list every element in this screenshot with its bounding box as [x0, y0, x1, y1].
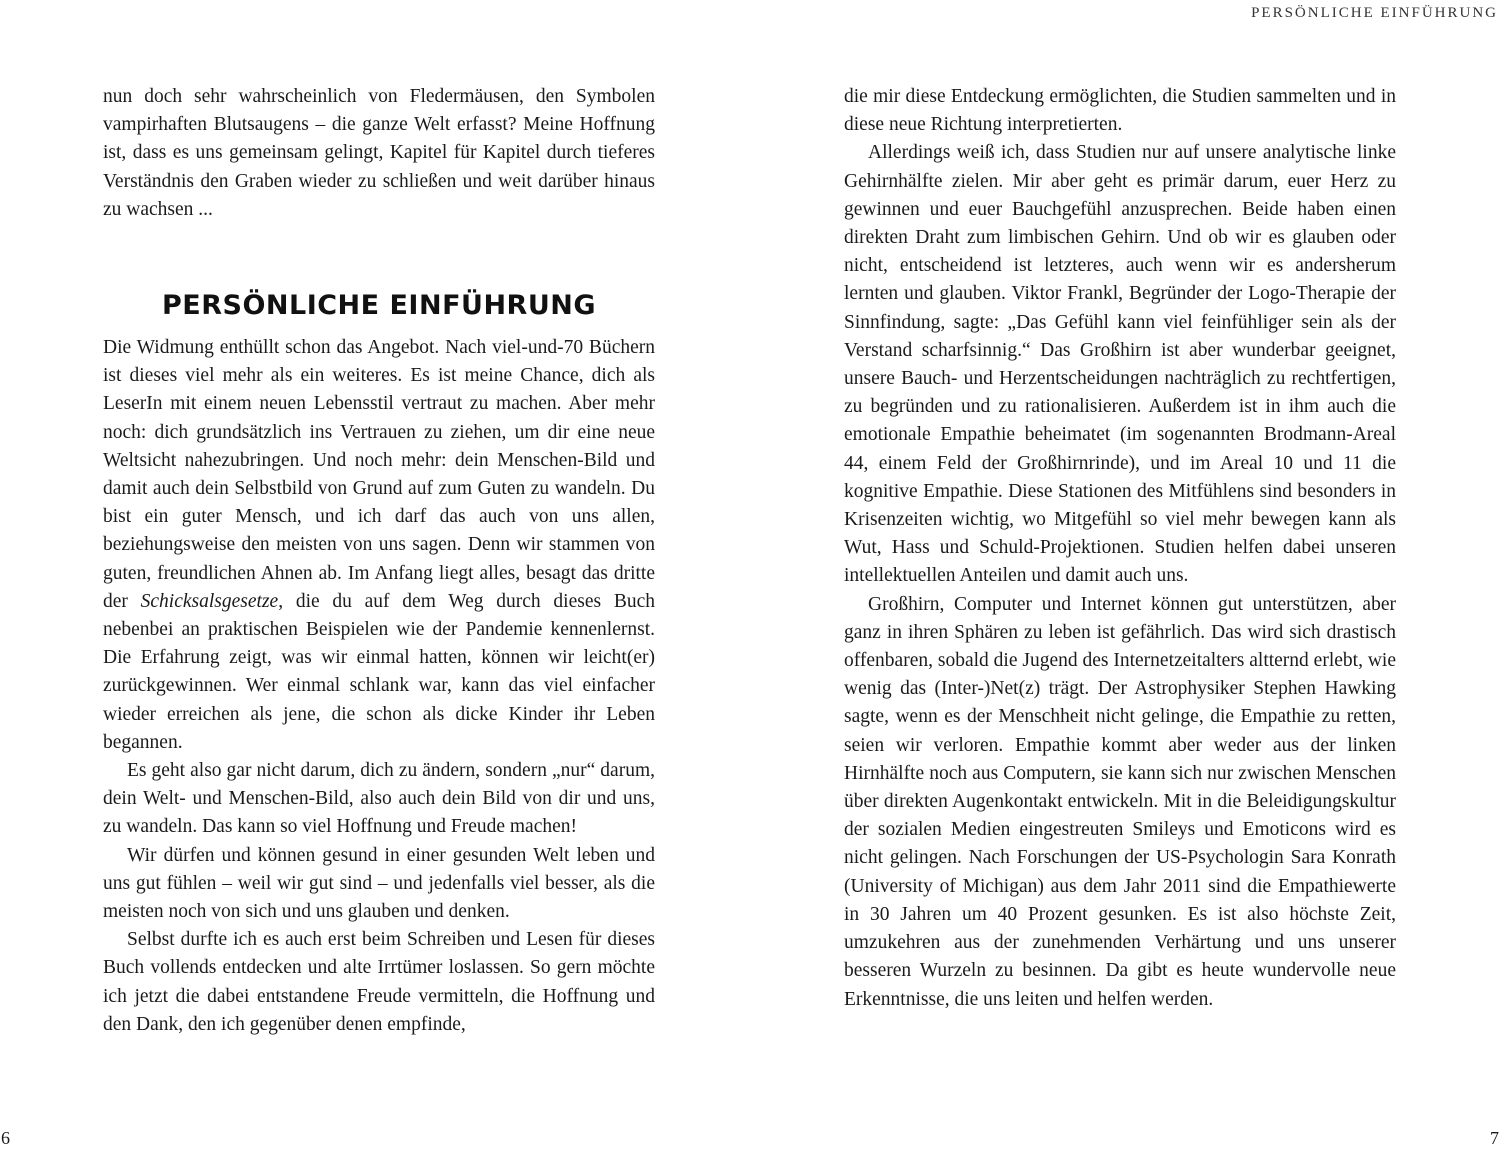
- intro-paragraph: nun doch sehr wahrscheinlich von Fledermäusen, den Symbolen vampirhaften Blutsaugens – die ganze Welt erfasst? Meine Hoffnung ist, dass es uns gemeinsam gelingt, Kapitel für Kapitel durch tieferes Verständnis den Graben wieder zu schließen und weit darüber hinaus zu wachsen ...: [103, 86, 655, 220]
- body-paragraph-1: [103, 334, 655, 757]
- body-paragraph-5: Allerdings weiß ich, dass Studien nur auf unsere analytische linke Gehirnhälfte zielen. Mir aber geht es primär darum, euer Herz zu gewinnen und euer Bauchgefühl anzusprechen. Beide haben einen direkten Draht zum limbischen Gehirn. Und ob wir es glauben oder nicht, entscheidend ist letzteres, auch wenn wir es andersherum lernten und glauben. Viktor Frankl, Begründer der Logo-Therapie der Sinnfindung, sagte: „Das Gefühl kann viel feinfühliger sein als der Verstand scharfsinnig.“ Das Großhirn ist aber wunderbar geeignet, unsere Bauch- und Herzentscheidungen nachträglich zu rechtfertigen, zu begründen und zu rationalisieren. Außerdem ist in ihm auch die emotionale Empathie beheimatet (im sogenannten Brodmann-Areal 44, einem Feld der Großhirnrinde), und im Areal 10 und 11 die kognitive Empathie. Diese Stationen des Mitfühlens sind besonders in Krisenzeiten wichtig, wo Mitgefühl so viel mehr bewegen kann als Wut, Hass und Schuld-Projektionen. Studien helfen dabei unseren intellektuellen Anteilen und damit auch uns.: [844, 142, 1396, 587]
- section-heading: PERSÖNLICHE EINFÜHRUNG: [161, 290, 597, 322]
- paragraph-text: , die du auf dem Weg durch dieses Buch nebenbei an praktischen Beispielen wie der Pandemie kennenlernst. Die Erfahrung zeigt, was wir einmal hatten, können wir leicht(er) zurückgewinnen. Wer einmal schlank war, kann das viel einfacher wieder erreichen als jene, die schon als dicke Kinder ihr Leben begannen.: [103, 590, 655, 753]
- right-page-column: [844, 83, 1396, 1014]
- left-page-column: [103, 83, 655, 1039]
- body-paragraph-4: Selbst durfte ich es auch erst beim Schreiben und Lesen für dieses Buch vollends entdecken und alte Irrtümer loslassen. So gern möchte ich jetzt die dabei entstandene Freude vermitteln, die Hoffnung und den Dank, den ich gegenüber denen empfinde,: [103, 929, 655, 1035]
- continued-paragraph: die mir diese Entdeckung ermöglichten, die Studien sammelten und in diese neue Richtung interpretierten.: [844, 86, 1396, 136]
- page-number-left: 6: [1, 1128, 10, 1148]
- body-paragraph-6: Großhirn, Computer und Internet können gut unterstützen, aber ganz in ihren Sphären zu leben ist gefährlich. Das wird sich drastisch offenbaren, sobald die Jugend des Internetzeitalters altternd erlebt, wie wenig das (Inter-)Net(z) trägt. Der Astrophysiker Stephen Hawking sagte, wenn es der Menschheit nicht gelinge, die Empathie zu retten, seien wir verloren. Empathie kommt aber weder aus der linken Hirnhälfte noch aus Computern, sie kann sich nur zwischen Menschen über direkten Augenkontakt entwickeln. Mit in die Beleidigungskultur der sozialen Medien eingestreuten Smileys und Emoticons wird es nicht gelingen. Nach Forschungen der US-Psychologin Sara Konrath (University of Michigan) aus dem Jahr 2011 sind die Empathiewerte in 30 Jahren um 40 Prozent gesunken. Es ist also höchste Zeit, umzukehren aus der zunehmenden Verhärtung und uns unserer besseren Wurzeln zu besinnen. Da gibt es heute wundervolle neue Erkenntnisse, die uns leiten und helfen werden.: [844, 593, 1396, 1010]
- body-paragraph-2: Es geht also gar nicht darum, dich zu ändern, sondern „nur“ darum, dein Welt- und Menschen-Bild, also auch dein Bild von dir und uns, zu wandeln. Das kann so viel Hoffnung und Freude machen!: [103, 760, 655, 838]
- body-paragraph-3: Wir dürfen und können gesund in einer gesunden Welt leben und uns gut fühlen – weil wir gut sind – und jedenfalls viel besser, als die meisten noch von sich und uns glauben und denken.: [103, 844, 655, 923]
- running-head: PERSÖNLICHE EINFÜHRUNG: [1251, 5, 1498, 21]
- page-number-right: 7: [1490, 1128, 1499, 1148]
- paragraph-text: Die Widmung enthüllt schon das Angebot. Nach viel-und-70 Büchern ist dieses viel mehr als ein weiteres. Es ist meine Chance, dich als LeserIn mit einem neuen Lebensstil vertraut zu machen. Aber mehr noch: dich grundsätzlich ins Vertrauen zu ziehen, um dir eine neue Weltsicht nahezubringen. Und noch mehr: dein Menschen-Bild und damit auch dein Selbstbild von Grund auf zum Guten zu wandeln. Du bist ein guter Mensch, und ich darf das auch von uns allen, beziehungsweise den meisten von uns sagen. Denn wir stammen von guten, freundlichen Ahnen ab. Im Anfang liegt alles, besagt das dritte der: [103, 337, 655, 612]
- emphasis-text: Schicksalsgesetze: [140, 590, 279, 612]
